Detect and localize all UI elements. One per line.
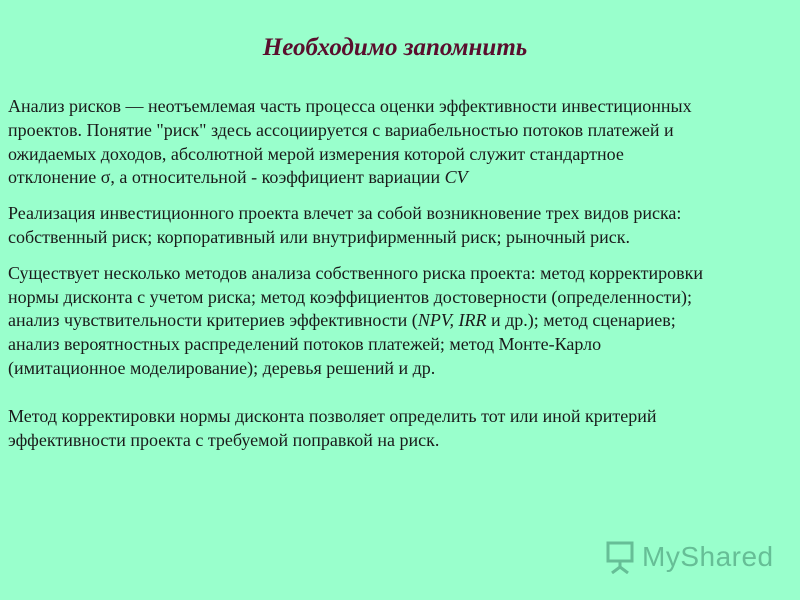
watermark — [606, 537, 774, 577]
paragraph-risk-types: Реализация инвестиционного проекта влечет за собой возникновение трех видов риска: собственный риск; корпоративный или внутрифирменный риск; рыночный риск. — [8, 203, 682, 247]
paragraph-risk-methods-start: Существует несколько методов анализа собственного риска проекта: метод корректировки нормы дисконта с учетом риска; метод коэффициентов достоверности (определенности); анализ чувствительности критериев эффективности ( — [8, 262, 703, 331]
paragraph-risk-analysis-text: Анализ рисков — неотъемлемая часть процесса оценки эффективности инвестиционных проектов. Понятие "риск" здесь ассоциируется с вариабельностью потоков платежей и ожидаемых доходов, абсолютной мерой измерения которой служит стандартное отклонение σ, а относительной - коэффициент вариации — [8, 96, 692, 188]
presentation-board-icon — [606, 540, 636, 574]
paragraph-risk-methods — [8, 262, 708, 381]
paragraph-risk-methods-end: и др.); метод сценариев; анализ вероятностных распределений потоков платежей; метод Монте-Карло (имитационное моделирование); деревья решений и др. — [8, 310, 676, 378]
slide-title: Необходимо запомнить — [262, 34, 528, 61]
watermark-text: MyShared — [642, 541, 774, 572]
cv-term: CV — [444, 167, 468, 188]
paragraph-risk-analysis — [8, 95, 708, 190]
paragraph-discount-method: Метод корректировки нормы дисконта позволяет определить тот или иной критерий эффективности проекта с требуемой поправкой на риск. — [8, 405, 657, 450]
slide-content — [8, 95, 708, 452]
npv-irr-terms: NPV, IRR — [417, 310, 487, 331]
